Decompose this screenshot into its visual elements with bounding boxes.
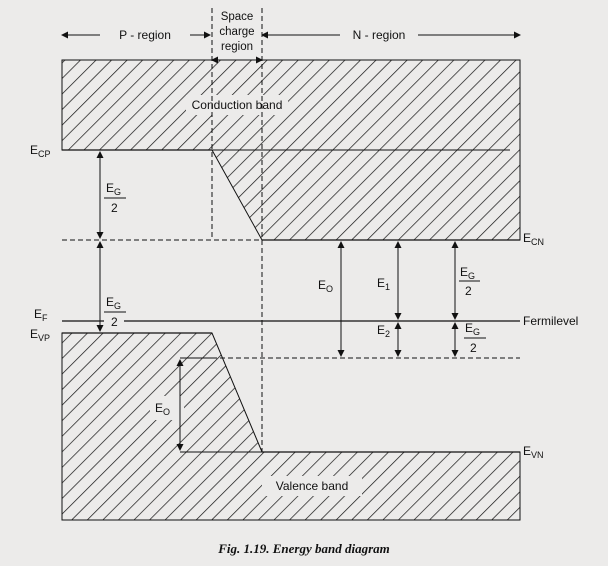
e0-middle-label: $E_O$ (318, 278, 334, 294)
eg-right-upper-num: $E_G$ (460, 265, 476, 281)
ef-label: $E_F$ (34, 307, 48, 323)
space-charge-label-2: charge (219, 26, 255, 38)
n-region-label: N - region (352, 28, 406, 42)
eg-lower-den: 2 (111, 315, 118, 329)
ecn-label: $E_{CN}$ (523, 231, 545, 247)
eg-upper-den: 2 (111, 201, 118, 215)
e2-label: $E_2$ (377, 323, 391, 339)
eg-lower-num: $E_G$ (106, 295, 122, 311)
eg-upper-num: $E_G$ (106, 181, 122, 197)
space-charge-label-1: Space (220, 11, 254, 23)
evp-label: $E_{VP}$ (30, 327, 51, 343)
ecp-label: $E_{CP}$ (30, 143, 51, 159)
eg-right-lower-den: 2 (470, 341, 477, 355)
valence-band-label: Valence band (275, 479, 349, 493)
conduction-band-label: Conduction band (191, 98, 283, 112)
eg-right-lower-num: $E_G$ (465, 321, 481, 337)
eg-right-upper-den: 2 (465, 284, 472, 298)
space-charge-label-3: region (221, 41, 253, 53)
e1-label: $E_1$ (377, 276, 391, 292)
e0-valence-label: $E_O$ (155, 401, 171, 417)
evn-label: $E_{VN}$ (523, 444, 544, 460)
fermilevel-label: Fermilevel (523, 314, 579, 328)
p-region-label: P - region (119, 28, 171, 42)
figure-caption: Fig. 1.19. Energy band diagram (218, 541, 390, 556)
